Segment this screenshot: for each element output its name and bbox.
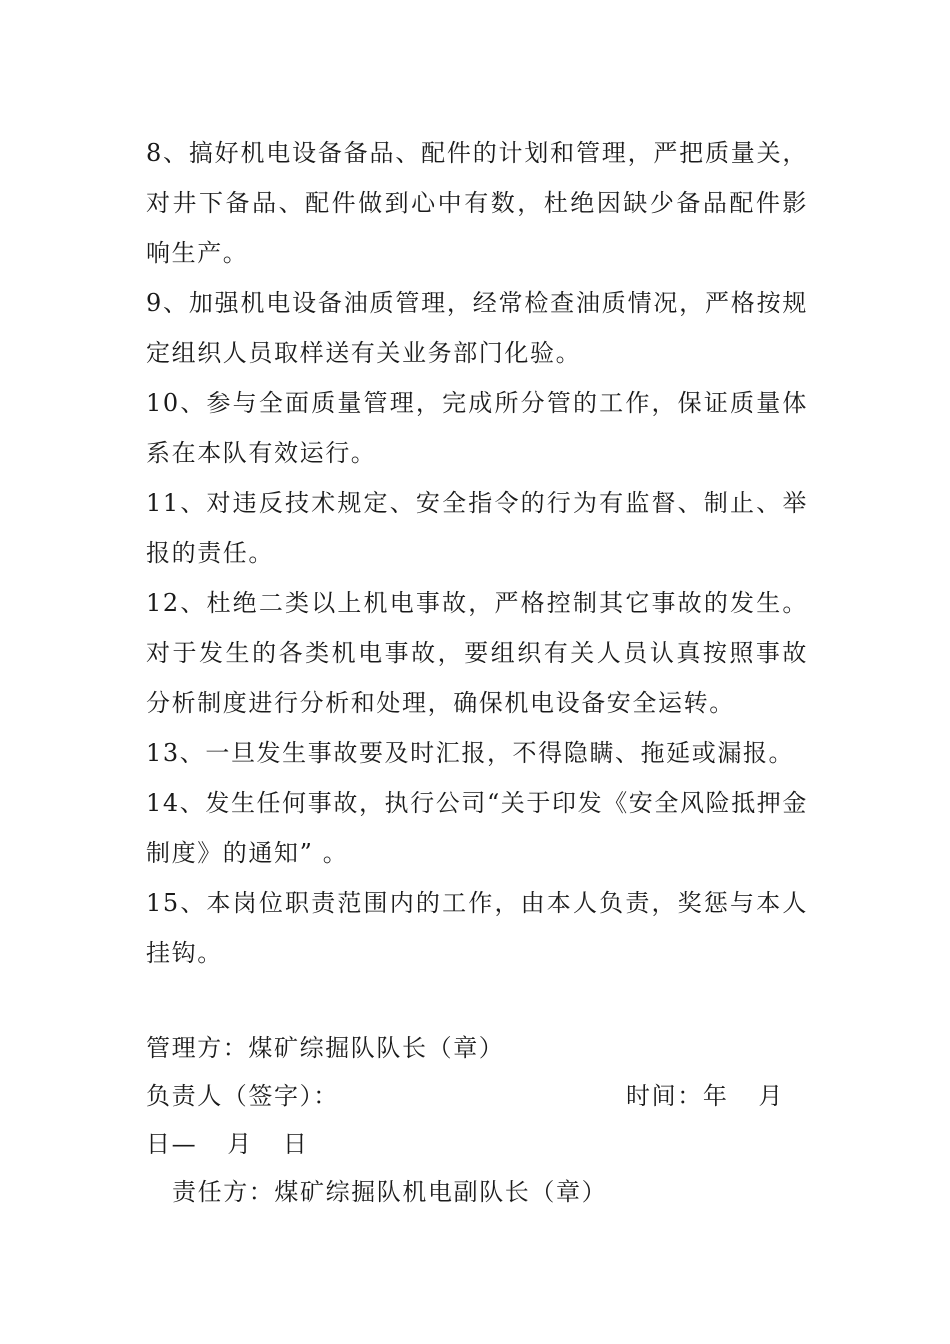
- year-label: 年: [702, 1082, 729, 1110]
- responsible-person-label: 负责人（签字）：: [146, 1082, 339, 1110]
- list-item: 13、一旦发生事故要及时汇报，不得隐瞒、拖延或漏报。: [146, 739, 795, 767]
- responsible-person-line: [146, 1072, 808, 1120]
- responsibility-list: [146, 128, 808, 978]
- manager-line: [146, 1024, 808, 1072]
- day-start-label: 日—: [146, 1130, 198, 1158]
- responsible-party-line: [146, 1168, 808, 1216]
- list-item: 11、对违反技术规定、安全指令的行为有监督、制止、举报的责任。: [146, 489, 808, 567]
- time-field: [626, 1072, 784, 1120]
- list-item: 9、加强机电设备油质管理，经常检查油质情况，严格按规定组织人员取样送有关业务部门化验。: [146, 289, 808, 367]
- month-label: 月: [758, 1082, 785, 1110]
- signature-block: [146, 1024, 808, 1216]
- time-label: 时间：: [626, 1082, 703, 1110]
- date-month-label: 月: [227, 1130, 253, 1158]
- list-item: 10、参与全面质量管理，完成所分管的工作，保证质量体系在本队有效运行。: [146, 389, 808, 467]
- list-item: 14、发生任何事故，执行公司“关于印发《安全风险抵押金制度》的通知” 。: [146, 789, 809, 867]
- date-range-line: [146, 1120, 808, 1168]
- list-item: 8、搞好机电设备备品、配件的计划和管理，严把质量关，对井下备品、配件做到心中有数，杜绝因缺少备品配件影响生产。: [146, 139, 808, 267]
- list-item: 15、本岗位职责范围内的工作，由本人负责，奖惩与本人挂钩。: [146, 889, 808, 967]
- list-item: 12、杜绝二类以上机电事故，严格控制其它事故的发生。对于发生的各类机电事故，要组织有关人员认真按照事故分析制度进行分析和处理，确保机电设备安全运转。: [146, 589, 808, 717]
- date-day-label: 日: [282, 1130, 309, 1158]
- manager-label: 管理方：煤矿综掘队队长（章）: [146, 1034, 505, 1062]
- responsible-party-label: 责任方：煤矿综掘队机电副队长（章）: [172, 1178, 608, 1206]
